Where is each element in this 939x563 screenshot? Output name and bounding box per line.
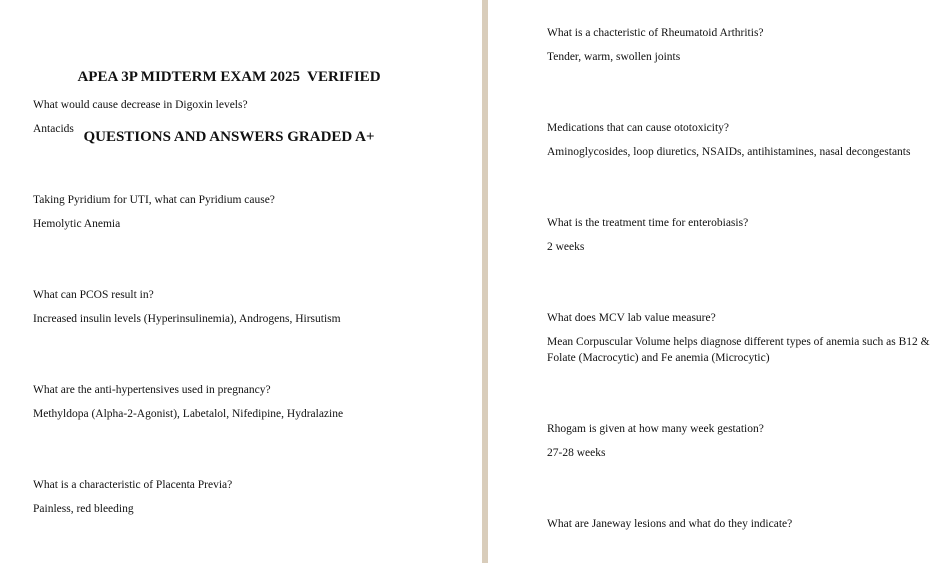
question-text: What would cause decrease in Digoxin levels? <box>33 99 248 111</box>
question-text: What are Janeway lesions and what do they indicate? <box>547 518 793 530</box>
question-text: Medications that can cause ototoxicity? <box>547 122 730 134</box>
right-page <box>488 0 939 563</box>
question-text: What does MCV lab value measure? <box>547 312 716 324</box>
question-text: What is a characteristic of Placenta Previa? <box>33 479 233 491</box>
answer-text: Mean Corpuscular Volume helps diagnose different types of anemia such as B12 & Folate (Macrocytic) and Fe anemia (Microcytic) <box>547 336 930 364</box>
question-text: Taking Pyridium for UTI, what can Pyridium cause? <box>33 194 275 206</box>
title-line-1: APEA 3P MIDTERM EXAM 2025 VERIFIED <box>77 69 381 85</box>
question-text: What is the treatment time for enterobiasis? <box>547 217 749 229</box>
answer-text: 2 weeks <box>547 241 585 253</box>
answer-text: Tender, warm, swollen joints <box>547 51 681 63</box>
question-text: Rhogam is given at how many week gestation? <box>547 423 764 435</box>
answer-text: Aminoglycosides, loop diuretics, NSAIDs, antihistamines, nasal decongestants <box>547 146 911 158</box>
answer-text: Antacids <box>33 123 74 135</box>
answer-text: Painless, red bleeding <box>33 503 134 515</box>
title-line-2: QUESTIONS AND ANSWERS GRADED A+ <box>83 129 375 145</box>
question-text: What can PCOS result in? <box>33 289 154 301</box>
question-text: What are the anti-hypertensives used in pregnancy? <box>33 384 271 396</box>
answer-text: Increased insulin levels (Hyperinsulinemia), Androgens, Hirsutism <box>33 313 341 325</box>
answer-text: 27-28 weeks <box>547 447 606 459</box>
answer-text: Hemolytic Anemia <box>33 218 121 230</box>
answer-text: Methyldopa (Alpha-2-Agonist), Labetalol, Nifedipine, Hydralazine <box>33 408 344 420</box>
question-text: What is a chacteristic of Rheumatoid Arthritis? <box>547 27 764 39</box>
